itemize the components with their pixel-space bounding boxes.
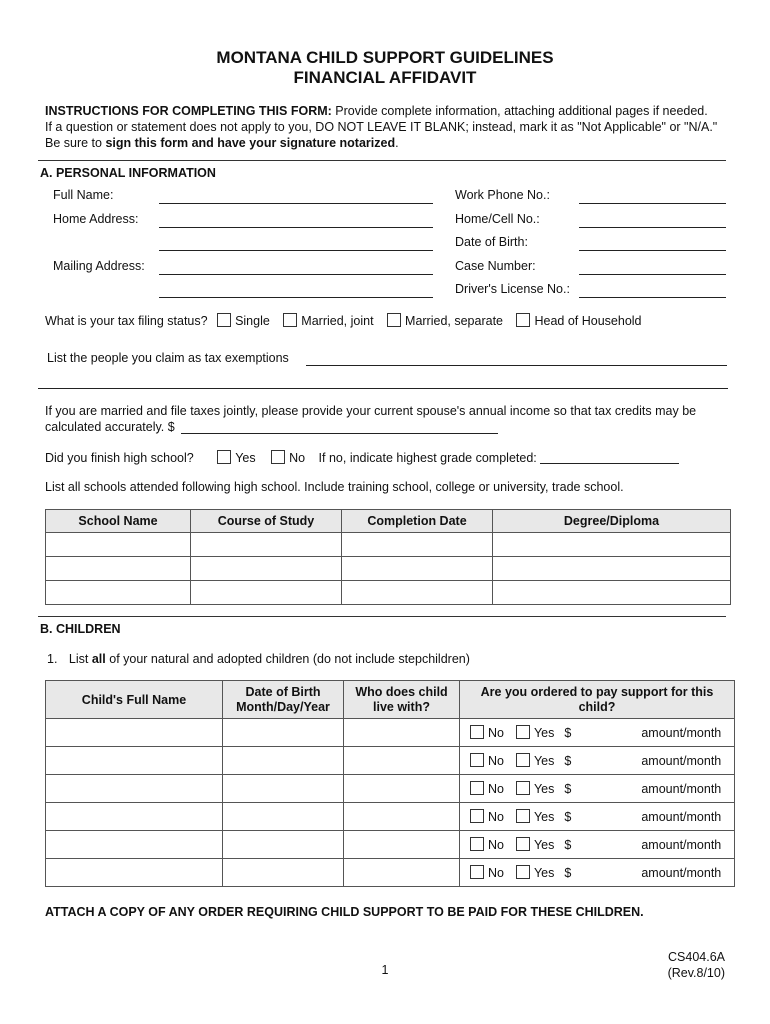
amount-per-month-label: amount/month [641, 810, 722, 824]
support-no-label: No [488, 754, 504, 768]
support-no-label: No [488, 866, 504, 880]
mailing-address-field[interactable] [159, 274, 433, 275]
child-lives-with-cell[interactable] [344, 859, 460, 887]
support-no-checkbox[interactable] [470, 837, 484, 851]
instructions-label: INSTRUCTIONS FOR COMPLETING THIS FORM: [45, 104, 332, 118]
support-no-checkbox[interactable] [470, 725, 484, 739]
table-row [46, 831, 735, 859]
full-name-label: Full Name: [53, 188, 114, 202]
child-dob-cell[interactable] [223, 775, 344, 803]
support-order-cell [460, 803, 735, 831]
amount-per-month-label: amount/month [641, 726, 722, 740]
highest-grade-label: If no, indicate highest grade completed: [318, 451, 537, 465]
support-yes-checkbox[interactable] [516, 781, 530, 795]
child-lives-with-line2: live with? [373, 699, 430, 714]
child-dob-cell[interactable] [223, 719, 344, 747]
support-no-label: No [488, 726, 504, 740]
children-table [45, 680, 735, 887]
child-name-cell[interactable] [46, 831, 223, 859]
child-dob-cell[interactable] [223, 831, 344, 859]
support-order-cell [460, 747, 735, 775]
home-address-field-2[interactable] [159, 250, 433, 251]
support-no-checkbox[interactable] [470, 753, 484, 767]
support-yes-checkbox[interactable] [516, 865, 530, 879]
support-yes-checkbox[interactable] [516, 753, 530, 767]
instructions-line2: If a question or statement does not apply to you, DO NOT LEAVE IT BLANK; instead, mark it as "Not Applicable" or "N/A." [45, 120, 718, 134]
tax-status-row [45, 313, 642, 328]
dob-field[interactable] [579, 250, 726, 251]
form-revision: (Rev.8/10) [667, 966, 725, 980]
child-name-cell[interactable] [46, 747, 223, 775]
highest-grade-field[interactable] [540, 463, 679, 464]
support-yes-label: Yes [533, 866, 555, 880]
section-b-heading: B. CHILDREN [40, 622, 121, 636]
child-lives-with-cell[interactable] [344, 719, 460, 747]
support-order-cell [460, 775, 735, 803]
table-row [46, 533, 731, 557]
table-row [46, 747, 735, 775]
instructions [45, 103, 735, 151]
head-of-household-checkbox[interactable] [516, 313, 530, 327]
table-row [46, 557, 731, 581]
mailing-address-label: Mailing Address: [53, 259, 145, 273]
hs-yes-label: Yes [235, 451, 256, 465]
married-separate-label: Married, separate [405, 314, 503, 328]
home-cell-label: Home/Cell No.: [455, 212, 540, 226]
support-no-label: No [488, 782, 504, 796]
schools-instruction: List all schools attended following high school. Include training school, college or university, trade school. [45, 480, 624, 494]
support-no-label: No [488, 810, 504, 824]
instructions-text1: Provide complete information, attaching additional pages if needed. [331, 104, 708, 118]
schools-table [45, 509, 731, 605]
dollar-sign: $ [564, 782, 572, 796]
case-number-field[interactable] [579, 274, 726, 275]
license-field[interactable] [579, 297, 726, 298]
dollar-sign: $ [564, 810, 572, 824]
child-name-header: Child's Full Name [46, 681, 223, 719]
child-dob-cell[interactable] [223, 803, 344, 831]
exemptions-field[interactable] [306, 365, 727, 366]
license-label: Driver's License No.: [455, 282, 570, 296]
home-address-field[interactable] [159, 227, 433, 228]
child-name-cell[interactable] [46, 719, 223, 747]
married-separate-checkbox[interactable] [387, 313, 401, 327]
section-b-divider [38, 616, 726, 617]
child-dob-cell[interactable] [223, 747, 344, 775]
high-school-row [45, 450, 537, 465]
high-school-question: Did you finish high school? [45, 451, 194, 465]
degree-header: Degree/Diploma [493, 510, 731, 533]
course-header: Course of Study [191, 510, 342, 533]
child-name-cell[interactable] [46, 859, 223, 887]
instructions-line3-prefix: Be sure to [45, 136, 106, 150]
mailing-address-field-2[interactable] [159, 297, 433, 298]
table-row [46, 775, 735, 803]
support-order-cell [460, 719, 735, 747]
instructions-line3-bold: sign this form and have your signature notarized [105, 136, 396, 150]
dollar-sign: $ [564, 726, 572, 740]
table-row [46, 803, 735, 831]
support-order-line1: Are you ordered to pay support for this [480, 684, 714, 699]
children-instruction [47, 652, 470, 666]
hs-no-checkbox[interactable] [271, 450, 285, 464]
table-row [46, 719, 735, 747]
support-yes-label: Yes [533, 782, 555, 796]
child-dob-header-line1: Date of Birth [245, 684, 321, 699]
attach-order-note: ATTACH A COPY OF ANY ORDER REQUIRING CHILD SUPPORT TO BE PAID FOR THESE CHILDREN. [45, 905, 644, 919]
single-label: Single [235, 314, 270, 328]
support-order-line2: child? [578, 699, 616, 714]
page-number: 1 [381, 963, 389, 977]
child-dob-header [223, 681, 344, 719]
dollar-sign: $ [564, 866, 572, 880]
completion-header: Completion Date [342, 510, 493, 533]
home-cell-field[interactable] [579, 227, 726, 228]
support-order-cell [460, 859, 735, 887]
hs-no-label: No [289, 451, 306, 465]
support-yes-label: Yes [533, 810, 555, 824]
form-code: CS404.6A [668, 950, 725, 964]
single-checkbox[interactable] [217, 313, 231, 327]
support-order-header [460, 681, 735, 719]
amount-per-month-label: amount/month [641, 838, 722, 852]
spouse-income-field[interactable] [181, 433, 498, 434]
school-name-header: School Name [46, 510, 191, 533]
support-yes-checkbox[interactable] [516, 809, 530, 823]
child-lives-with-line1: Who does child [355, 684, 448, 699]
support-no-label: No [488, 838, 504, 852]
child-dob-header-line2: Month/Day/Year [236, 699, 330, 714]
dollar-sign: $ [564, 754, 572, 768]
support-yes-label: Yes [533, 726, 555, 740]
dollar-sign: $ [564, 838, 572, 852]
item-number: 1. [47, 652, 58, 666]
child-lives-with-cell[interactable] [344, 831, 460, 859]
hs-yes-checkbox[interactable] [217, 450, 231, 464]
support-yes-checkbox[interactable] [516, 725, 530, 739]
form-code-block [668, 949, 725, 981]
children-list-suffix: of your natural and adopted children (do not include stepchildren) [105, 652, 470, 666]
amount-per-month-label: amount/month [641, 866, 722, 880]
section-a-heading: A. PERSONAL INFORMATION [40, 166, 216, 180]
amount-per-month-label: amount/month [641, 782, 722, 796]
form-title-line2: FINANCIAL AFFIDAVIT [293, 68, 477, 87]
spouse-income-text2: calculated accurately. $ [45, 420, 175, 434]
married-joint-label: Married, joint [301, 314, 374, 328]
support-yes-label: Yes [533, 838, 555, 852]
work-phone-field[interactable] [579, 203, 726, 204]
children-list-bold: all [91, 652, 106, 666]
child-name-cell[interactable] [46, 803, 223, 831]
instructions-line3-suffix: . [395, 136, 399, 150]
head-of-household-label: Head of Household [534, 314, 642, 328]
child-lives-with-cell[interactable] [344, 803, 460, 831]
married-joint-checkbox[interactable] [283, 313, 297, 327]
home-address-label: Home Address: [53, 212, 139, 226]
support-yes-label: Yes [533, 754, 555, 768]
child-dob-cell[interactable] [223, 859, 344, 887]
case-number-label: Case Number: [455, 259, 536, 273]
children-list-prefix: List [68, 652, 92, 666]
section-a-divider [38, 160, 726, 161]
full-name-field[interactable] [159, 203, 433, 204]
child-lives-with-header [344, 681, 460, 719]
exemptions-field-2[interactable] [38, 388, 728, 389]
support-order-cell [460, 831, 735, 859]
support-no-checkbox[interactable] [470, 809, 484, 823]
spouse-income-text1: If you are married and file taxes jointly, please provide your current spouse's annual income so that tax credits may be [45, 404, 697, 418]
table-row [46, 859, 735, 887]
child-lives-with-cell[interactable] [344, 775, 460, 803]
amount-per-month-label: amount/month [641, 754, 722, 768]
exemptions-label: List the people you claim as tax exemptions [47, 351, 289, 365]
support-yes-checkbox[interactable] [516, 837, 530, 851]
child-lives-with-cell[interactable] [344, 747, 460, 775]
child-name-cell[interactable] [46, 775, 223, 803]
work-phone-label: Work Phone No.: [455, 188, 550, 202]
table-row [46, 581, 731, 605]
dob-label: Date of Birth: [455, 235, 528, 249]
support-no-checkbox[interactable] [470, 781, 484, 795]
support-no-checkbox[interactable] [470, 865, 484, 879]
form-title-line1: MONTANA CHILD SUPPORT GUIDELINES [216, 48, 554, 67]
tax-status-question: What is your tax filing status? [45, 314, 208, 328]
